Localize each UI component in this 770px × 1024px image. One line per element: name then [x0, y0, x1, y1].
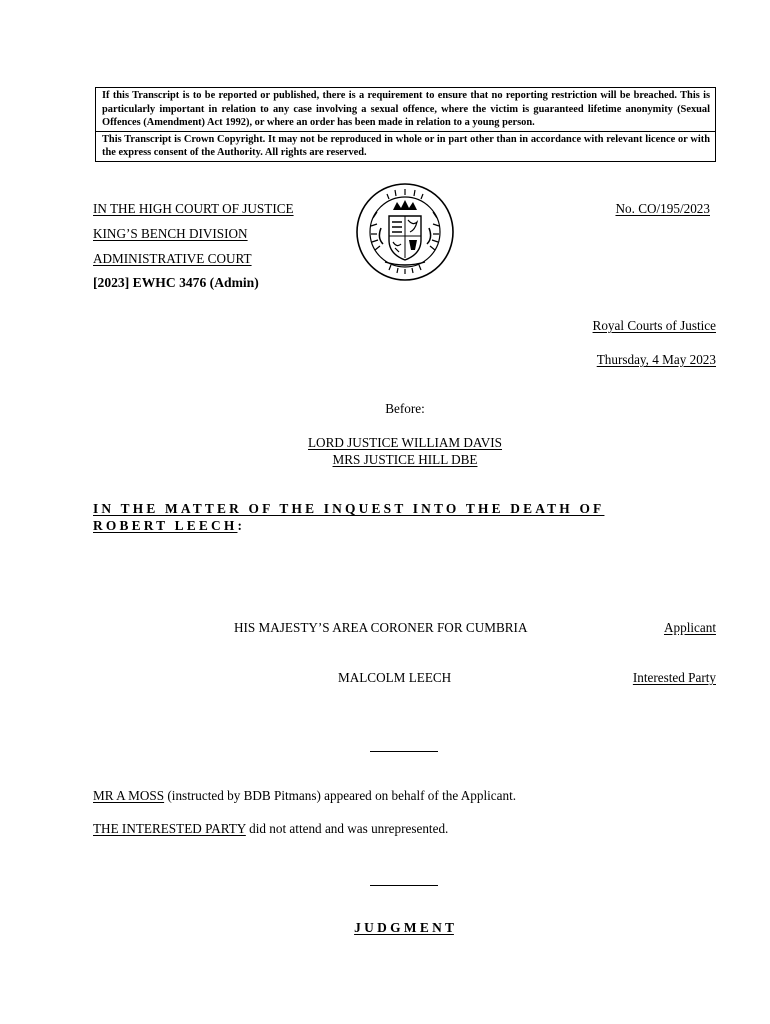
matter-heading — [93, 500, 653, 534]
reporting-restriction-notice: If this Transcript is to be reported or published, there is a requirement to ensure that no reporting restriction will be breached. This is particularly important in relation to any case involving a sexual offence, where the victim is guaranteed lifetime anonymity (Sexual Offences (Amendment) Act 1992), or where an order has been made in relation to a young person. — [102, 90, 710, 129]
matter-deceased-name: ROBERT LEECH — [93, 518, 238, 533]
party-name: THE INTERESTED PARTY — [93, 821, 246, 836]
matter-line: IN THE MATTER OF THE INQUEST INTO THE DEATH OF — [93, 501, 605, 516]
before-label: Before: — [385, 401, 425, 416]
case-number: No. CO/195/2023 — [615, 201, 710, 216]
judge-name: MRS JUSTICE HILL DBE — [332, 452, 478, 467]
judgment-heading: J U D G M E N T — [354, 920, 454, 935]
interested-party-name: MALCOLM LEECH — [338, 670, 452, 685]
crown-copyright-notice: This Transcript is Crown Copyright. It may not be reproduced in whole or in part other than in accordance with relevant licence or with the express consent of the Authority. All rights are reserved. — [96, 131, 715, 161]
court-division: KING’S BENCH DIVISION — [93, 226, 248, 241]
applicant-name: HIS MAJESTY’S AREA CORONER FOR CUMBRIA — [234, 620, 528, 635]
interested-party-role: Interested Party — [632, 670, 716, 685]
court-name: IN THE HIGH COURT OF JUSTICE — [93, 201, 294, 216]
neutral-citation: [2023] EWHC 3476 (Admin) — [93, 275, 259, 290]
appearance-applicant — [93, 788, 516, 804]
court-subdivision: ADMINISTRATIVE COURT — [93, 251, 252, 266]
applicant-role: Applicant — [663, 620, 716, 635]
venue: Royal Courts of Justice — [592, 318, 716, 333]
appearance-interested-party — [93, 821, 448, 837]
counsel-name: MR A MOSS — [93, 788, 165, 803]
appearance-text: did not attend and was unrepresented. — [245, 821, 449, 836]
separator-rule — [370, 751, 438, 752]
appearance-text: (instructed by BDB Pitmans) appeared on behalf of the Applicant. — [164, 788, 517, 803]
separator-rule — [370, 885, 438, 886]
royal-courts-seal-icon — [355, 182, 455, 282]
matter-colon: : — [237, 518, 246, 533]
reporting-notice-box — [95, 87, 716, 162]
judge-name: LORD JUSTICE WILLIAM DAVIS — [307, 435, 503, 450]
hearing-date: Thursday, 4 May 2023 — [596, 352, 716, 367]
